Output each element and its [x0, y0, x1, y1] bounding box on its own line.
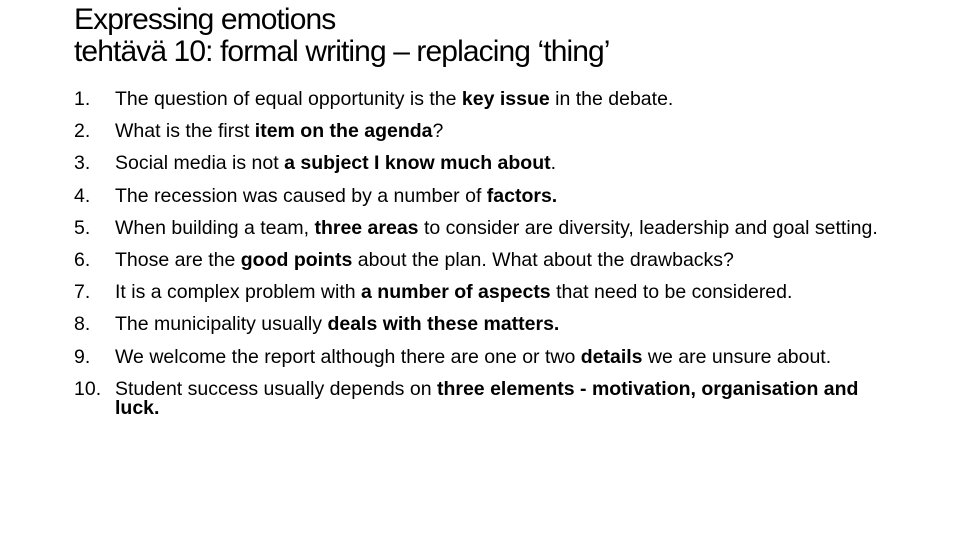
list-item — [74, 248, 884, 271]
item-text — [115, 313, 559, 335]
item-text-after: in the debate. — [549, 88, 674, 110]
list-item — [74, 377, 884, 419]
item-number: 6. — [74, 248, 91, 271]
item-text-before: What is the first — [115, 120, 255, 143]
item-text-bold: deals with these matters. — [327, 313, 560, 336]
item-text — [115, 120, 443, 142]
item-text-after: . — [550, 152, 557, 175]
list-item — [74, 122, 884, 141]
list-item — [74, 154, 884, 173]
item-text-bold: a subject I know much about — [284, 152, 551, 175]
item-number: 7. — [74, 281, 91, 304]
item-text-before: Social media is not — [115, 152, 285, 175]
item-text-before: The municipality usually — [115, 313, 328, 336]
item-text-bold: item on the agenda — [254, 120, 433, 143]
list-item — [74, 216, 884, 239]
item-text-bold: three elements - motivation, organisation and luck. — [115, 377, 859, 419]
item-text — [115, 346, 831, 368]
item-text-bold: a number of aspects — [361, 281, 551, 304]
item-text-bold: key issue — [461, 88, 550, 110]
list-item — [74, 345, 884, 368]
item-text-before: Those are the — [115, 248, 241, 271]
list-item — [74, 184, 884, 207]
list-item — [74, 283, 884, 302]
item-number: 1. — [74, 88, 91, 110]
item-text-before: The recession was caused by a number of — [115, 184, 487, 207]
item-text — [115, 88, 673, 110]
item-text-after: that need to be considered. — [550, 281, 793, 304]
item-number: 8. — [74, 313, 91, 336]
item-text-before: The question of equal opportunity is the — [115, 88, 462, 110]
item-text — [115, 378, 858, 419]
item-text-after: ? — [432, 120, 444, 143]
item-text-bold: good points — [240, 248, 353, 271]
slide-title — [74, 4, 944, 68]
item-text-before: It is a complex problem with — [115, 281, 362, 304]
item-text-before: Student success usually depends on — [115, 377, 437, 400]
item-text-before: When building a team, — [115, 216, 315, 239]
item-text-bold: three areas — [314, 216, 419, 239]
item-text — [115, 249, 734, 271]
item-text — [115, 281, 792, 303]
item-text-after: about the plan. What about the drawbacks? — [352, 248, 734, 271]
item-number: 4. — [74, 184, 91, 207]
title-line-2: tehtävä 10: formal writing – replacing ‘thing’ — [74, 35, 610, 68]
item-text — [115, 185, 557, 207]
list-item — [74, 315, 884, 334]
item-number: 9. — [74, 345, 91, 368]
list-item — [74, 90, 884, 109]
item-text-bold: details — [580, 345, 643, 368]
item-number: 10. — [74, 377, 102, 400]
item-text — [115, 152, 556, 174]
sentence-list — [74, 90, 884, 418]
item-text-after: we are unsure about. — [642, 345, 832, 368]
item-text — [115, 217, 878, 239]
item-number: 3. — [74, 152, 91, 175]
item-text-bold: factors. — [486, 184, 558, 207]
title-line-1: Expressing emotions — [74, 3, 336, 36]
item-number: 2. — [74, 120, 91, 143]
item-number: 5. — [74, 216, 91, 239]
item-text-after: to consider are diversity, leadership and goal setting. — [418, 216, 878, 239]
item-text-before: We welcome the report although there are one or two — [115, 345, 581, 368]
